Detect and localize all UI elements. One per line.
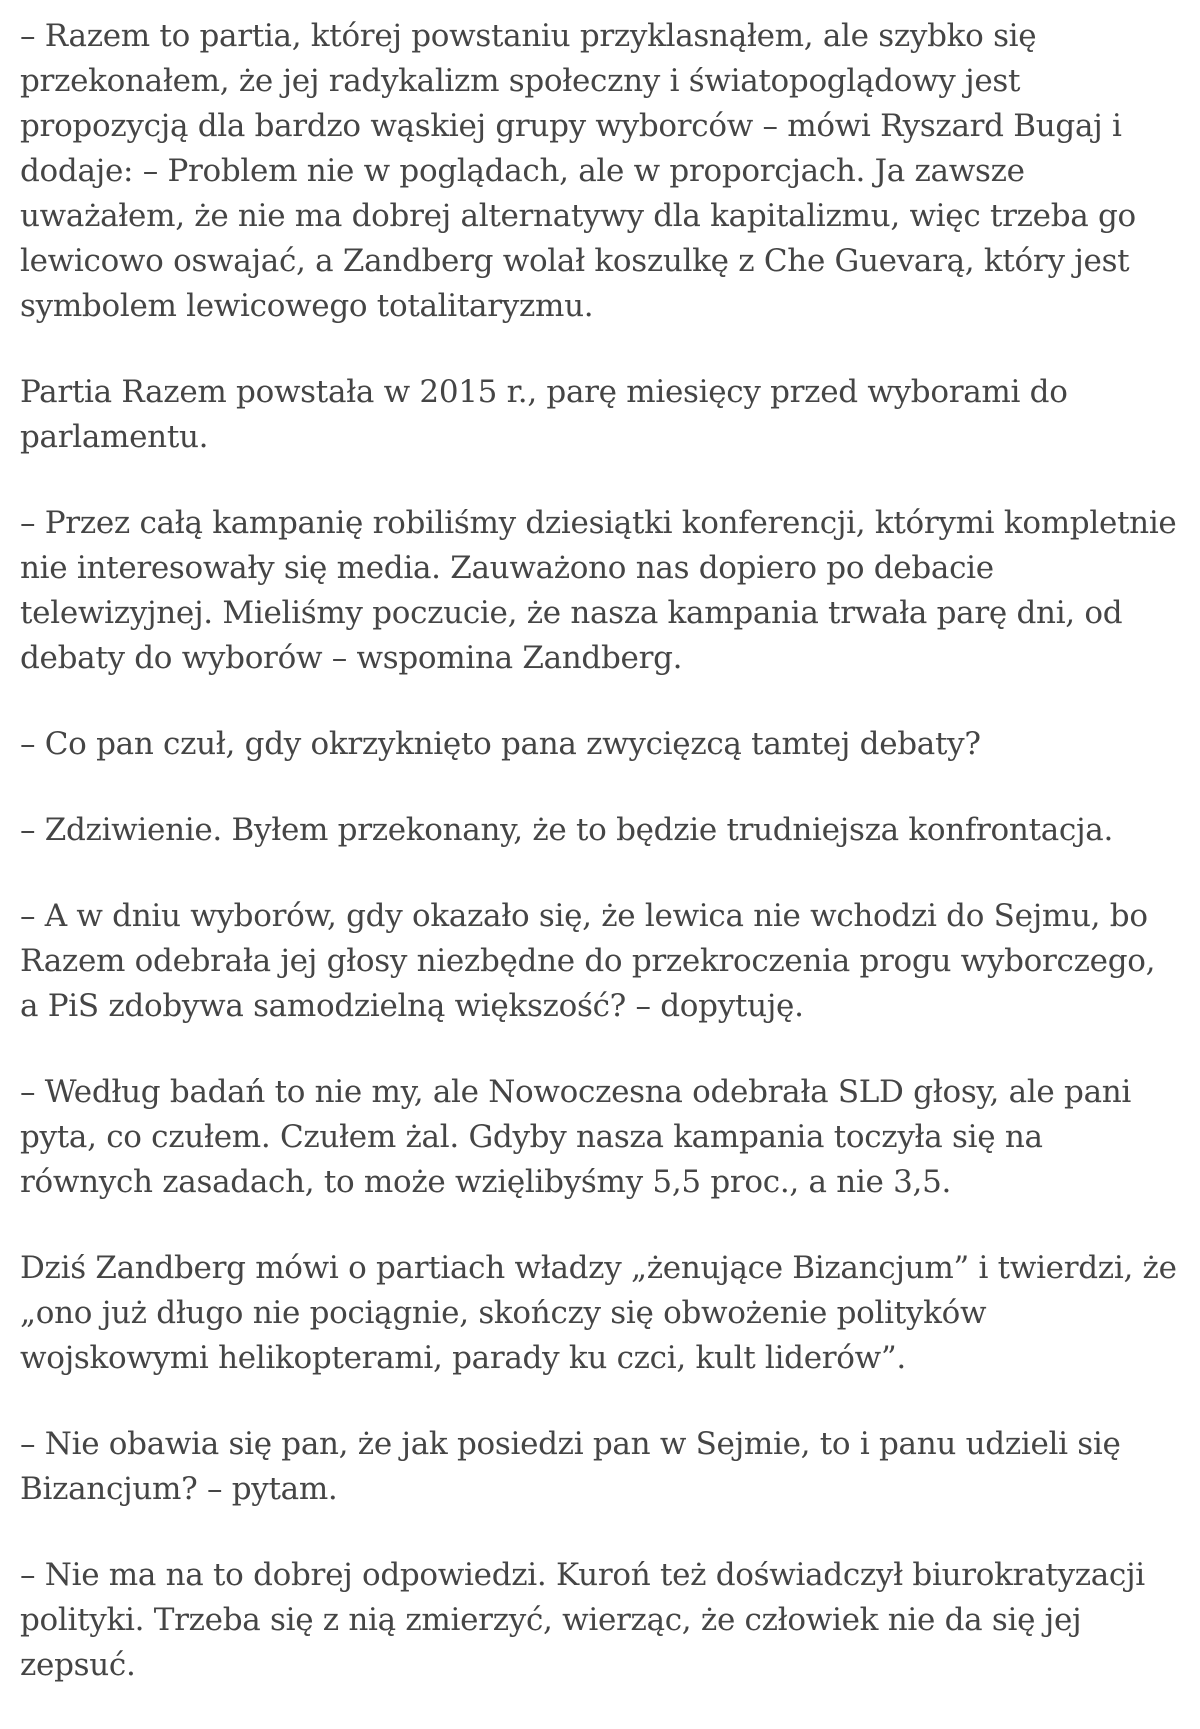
article-paragraph: – Nie obawia się pan, że jak posiedzi pan w Sejmie, to i panu udzieli się Bizancjum? – pytam. (20, 1426, 1121, 1507)
article-paragraph: – Co pan czuł, gdy okrzyknięto pana zwycięzcą tamtej debaty? (20, 726, 981, 762)
article-paragraph: Partia Razem powstała w 2015 r., parę miesięcy przed wyborami do parlamentu. (20, 374, 1068, 455)
article-paragraph: – A w dniu wyborów, gdy okazało się, że lewica nie wchodzi do Sejmu, bo Razem odebrała jej głosy niezbędne do przekroczenia progu wyborczego, a PiS zdobywa samodzielną większość? – dopytuję. (20, 898, 1156, 1024)
article-paragraph: – Nie ma na to dobrej odpowiedzi. Kuroń też doświadczył biurokratyzacji polityki. Trzeba się z nią zmierzyć, wierząc, że człowiek nie da się jej zepsuć. (20, 1557, 1145, 1683)
article-paragraph: – Przez całą kampanię robiliśmy dziesiątki konferencji, którymi kompletnie nie interesowały się media. Zauważono nas dopiero po debacie telewizyjnej. Mieliśmy poczucie, że nasza kampania trwała parę dni, od debaty do wyborów – wspomina Zandberg. (20, 505, 1177, 676)
article-paragraph: – Według badań to nie my, ale Nowoczesna odebrała SLD głosy, ale pani pyta, co czułem. Czułem żal. Gdyby nasza kampania toczyła się na równych zasadach, to może wzięlibyśmy 5,5 proc., a nie 3,5. (20, 1074, 1132, 1200)
article-paragraph: – Zdziwienie. Byłem przekonany, że to będzie trudniejsza konfrontacja. (20, 812, 1114, 848)
article-paragraph: Dziś Zandberg mówi o partiach władzy „żenujące Bizancjum” i twierdzi, że „ono już długo nie pociągnie, skończy się obwożenie polityków wojskowymi helikopterami, parady ku czci, kult liderów”. (20, 1250, 1177, 1376)
article-paragraph: – Razem to partia, której powstaniu przyklasnąłem, ale szybko się przekonałem, że jej radykalizm społeczny i światopoglądowy jest propozycją dla bardzo wąskiej grupy wyborców – mówi Ryszard Bugaj i dodaje: – Problem nie w poglądach, ale w proporcjach. Ja zawsze uważałem, że nie ma dobrej alternatywy dla kapitalizmu, więc trzeba go lewicowo oswajać, a Zandberg wolał koszulkę z Che Guevarą, który jest symbolem lewicowego totalitaryzmu. (20, 18, 1136, 324)
